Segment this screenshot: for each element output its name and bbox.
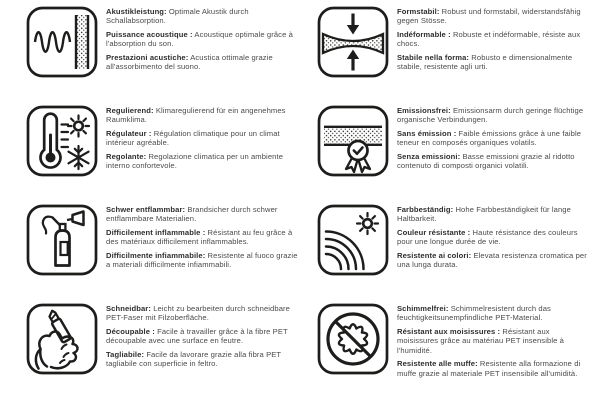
text-de <box>397 304 592 323</box>
text-de <box>397 7 592 26</box>
desc-fr: Faible émissions grâce à une faible teneur en composés organiques volatils. <box>397 129 582 148</box>
feature-texts <box>397 5 592 98</box>
desc-de: Brandsicher durch schwer entflammbare Materialien. <box>106 205 278 224</box>
text-it <box>397 359 592 378</box>
label-it: Stabile nella forma: <box>397 53 470 62</box>
label-fr: Difficilement inflammable : <box>106 228 206 237</box>
text-fr <box>106 327 301 346</box>
desc-de: Hohe Farbbeständigkeit für lange Haltbarkeit. <box>397 205 571 224</box>
desc-it: Resistente alla formazione di muffe grazie al materiale PET insensibile all'umidità. <box>397 359 581 378</box>
text-de <box>397 205 592 224</box>
desc-fr: Résistant au feu grâce à des matériaux difficilement inflammables. <box>106 228 293 247</box>
feature-flame-retardant <box>26 203 301 296</box>
label-de: Akustikleistung: <box>106 7 167 16</box>
feature-emission-free <box>317 104 592 197</box>
text-fr <box>106 30 301 49</box>
feature-cuttable <box>26 302 301 395</box>
desc-de: Emissionsarm durch geringe flüchtige organische Verbindungen. <box>397 106 584 125</box>
label-it: Senza emissioni: <box>397 152 461 161</box>
fire-extinguisher-icon <box>26 204 98 276</box>
label-it: Tagliabile: <box>106 350 145 359</box>
label-it: Difficilmente infiammabile: <box>106 251 206 260</box>
desc-fr: Acoustique optimale grâce à l'absorption du son. <box>106 30 293 49</box>
feature-texts <box>397 302 592 395</box>
label-de: Formstabil: <box>397 7 440 16</box>
feature-mold-free <box>317 302 592 395</box>
desc-fr: Régulation climatique pour un climat intérieur agréable. <box>106 129 280 148</box>
label-de: Regulierend: <box>106 106 154 115</box>
desc-it: Acustica ottimale grazie all'assorbimento del suono. <box>106 53 273 72</box>
label-it: Regolante: <box>106 152 147 161</box>
label-fr: Sans émission : <box>397 129 457 138</box>
text-fr <box>397 327 592 355</box>
text-it <box>106 53 301 72</box>
feature-texts <box>397 203 592 296</box>
feature-texts <box>106 203 301 296</box>
text-it <box>106 152 301 171</box>
desc-de: Leicht zu bearbeiten durch schneidbare PET-Faser mit Filzoberfläche. <box>106 304 290 323</box>
text-fr <box>106 129 301 148</box>
desc-fr: Haute résistance des couleurs pour une longue durée de vie. <box>397 228 578 247</box>
label-fr: Puissance acoustique : <box>106 30 193 39</box>
label-it: Resistente ai colori: <box>397 251 472 260</box>
text-it <box>397 251 592 270</box>
text-de <box>106 205 301 224</box>
desc-it: Resistente al fuoco grazie a materiali difficilmente infiammabili. <box>106 251 298 270</box>
text-fr <box>397 129 592 148</box>
feature-texts <box>106 5 301 98</box>
text-de <box>397 106 592 125</box>
text-it <box>397 152 592 171</box>
text-it <box>106 350 301 369</box>
label-fr: Couleur résistante : <box>397 228 471 237</box>
label-fr: Indéformable : <box>397 30 451 39</box>
label-de: Farbbeständig: <box>397 205 454 214</box>
feature-shape-stability <box>317 5 592 98</box>
desc-de: Schimmelresistent durch das feuchtigkeitsunempfindliche PET-Material. <box>397 304 551 323</box>
sound-absorption-icon <box>26 6 98 78</box>
label-de: Schneidbar: <box>106 304 151 313</box>
feature-texts <box>106 302 301 395</box>
hand-cutter-icon <box>26 303 98 375</box>
desc-it: Facile da lavorare grazie alla fibra PET tagliabile con superficie in feltro. <box>106 350 282 369</box>
text-fr <box>106 228 301 247</box>
text-it <box>397 53 592 72</box>
label-fr: Découpable : <box>106 327 155 336</box>
label-fr: Régulateur : <box>106 129 152 138</box>
shape-stability-icon <box>317 6 389 78</box>
label-de: Emissionsfrei: <box>397 106 451 115</box>
feature-texts <box>397 104 592 197</box>
label-de: Schimmelfrei: <box>397 304 449 313</box>
label-de: Schwer entflammbar: <box>106 205 186 214</box>
text-de <box>106 7 301 26</box>
label-it: Resistente alle muffe: <box>397 359 478 369</box>
feature-color-fastness <box>317 203 592 296</box>
feature-acoustic <box>26 5 301 98</box>
desc-it: Robusto e dimensionalmente stabile, resistente agli urti. <box>397 53 573 72</box>
desc-it: Basse emissioni grazie al ridotto contenuto di composti organici volatili. <box>397 152 575 171</box>
desc-fr: Facile à travailler grâce à la fibre PET découpable avec une surface en feutre. <box>106 327 288 346</box>
text-de <box>106 304 301 323</box>
desc-de: Optimale Akustik durch Schallabsorption. <box>106 7 249 26</box>
text-it <box>106 251 301 270</box>
feature-texts <box>106 104 301 197</box>
text-fr <box>397 228 592 247</box>
desc-it: Regolazione climatica per un ambiente interno confortevole. <box>106 152 284 171</box>
desc-fr: Résistant aux moisissures grâce au matériau PET insensible à l'humidité. <box>397 327 564 355</box>
text-fr <box>397 30 592 49</box>
desc-it: Elevata resistenza cromatica per una lunga durata. <box>397 251 587 270</box>
desc-de: Klimaregulierend für ein angenehmes Raumklima. <box>106 106 286 125</box>
desc-fr: Robuste et indéformable, résiste aux chocs. <box>397 30 581 49</box>
text-de <box>106 106 301 125</box>
feature-climate-regulation <box>26 104 301 197</box>
emission-free-icon <box>317 105 389 177</box>
desc-de: Robust und formstabil, widerstandsfähig gegen Stösse. <box>397 7 581 26</box>
color-fastness-icon <box>317 204 389 276</box>
climate-regulation-icon <box>26 105 98 177</box>
no-mold-icon <box>317 303 389 375</box>
label-it: Prestazioni acustiche: <box>106 53 189 62</box>
label-fr: Résistant aux moisissures : <box>397 327 501 336</box>
